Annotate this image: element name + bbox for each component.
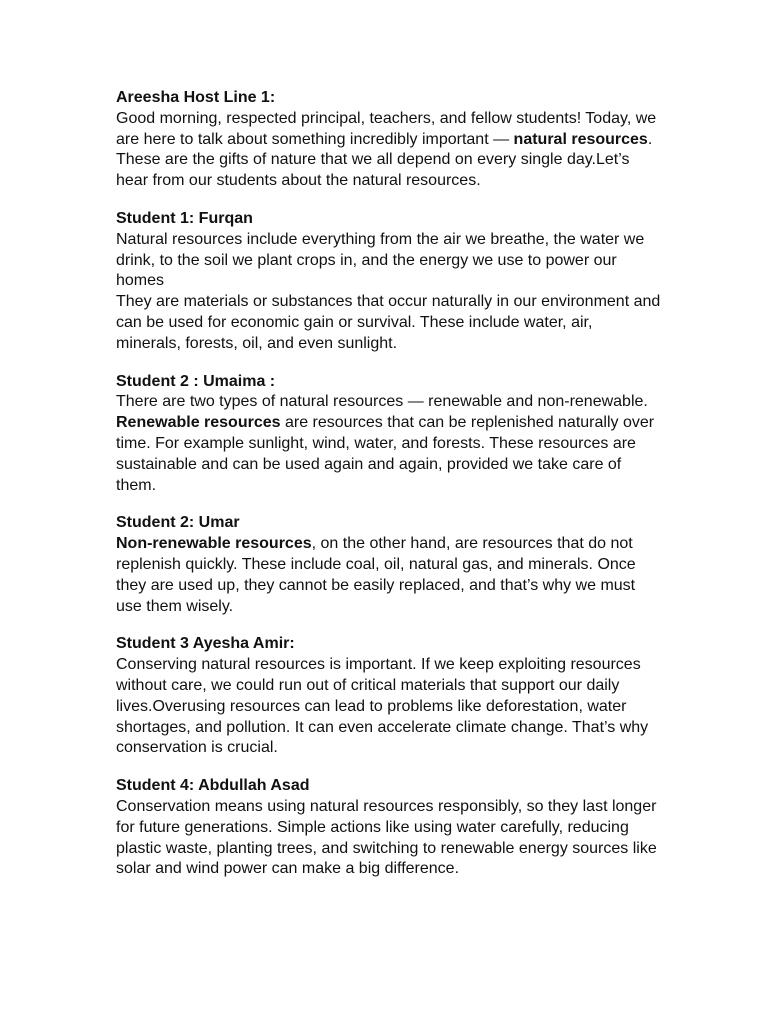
bold-term: natural resources bbox=[513, 130, 648, 148]
section-heading: Student 3 Ayesha Amir: bbox=[116, 635, 295, 653]
bold-term: Renewable resources bbox=[116, 414, 281, 432]
paragraph bbox=[116, 797, 661, 880]
paragraph bbox=[116, 230, 661, 292]
section-heading: Student 2: Umar bbox=[116, 514, 240, 532]
section-heading: Student 1: Furqan bbox=[116, 209, 253, 227]
section-heading: Areesha Host Line 1: bbox=[116, 89, 276, 106]
paragraph-text: Good morning, respected principal, teachers, and fellow students! Today, we are here to talk about something incredibly important — bbox=[116, 109, 657, 148]
paragraph-text: They are materials or substances that occur naturally in our environment and can be used for economic gain or survival. These include water, air, minerals, forests, oil, and even sunlight. bbox=[116, 293, 661, 352]
paragraph bbox=[116, 413, 661, 496]
bold-term: Non-renewable resources bbox=[116, 535, 312, 553]
paragraph bbox=[116, 109, 661, 192]
paragraph bbox=[116, 292, 661, 354]
section-host bbox=[116, 88, 661, 192]
section-student-4 bbox=[116, 776, 661, 880]
paragraph-text: , on the other hand, are resources that do not replenish quickly. These include coal, oil, natural gas, and minerals. Once they are used up, they cannot be easily replaced, and that’s why we must use them wisely. bbox=[116, 535, 636, 615]
section-heading: Student 2 : Umaima : bbox=[116, 372, 276, 390]
paragraph bbox=[116, 534, 661, 617]
section-student-2-umaima bbox=[116, 372, 661, 497]
paragraph-text: There are two types of natural resources — renewable and non-renewable. bbox=[116, 393, 648, 411]
section-heading: Student 4: Abdullah Asad bbox=[116, 777, 310, 795]
section-student-2-umar bbox=[116, 513, 661, 617]
paragraph bbox=[116, 655, 661, 759]
section-student-1 bbox=[116, 209, 661, 355]
section-student-3 bbox=[116, 634, 661, 759]
document-page bbox=[116, 88, 661, 897]
paragraph-text: Conservation means using natural resources responsibly, so they last longer for future generations. Simple actions like using water carefully, reducing plastic waste, planting trees, and switching to renewable energy sources like solar and wind power can make a big difference. bbox=[116, 797, 657, 878]
paragraph bbox=[116, 392, 661, 413]
paragraph-text: Natural resources include everything from the air we breathe, the water we drink, to the soil we plant crops in, and the energy we use to power our homes bbox=[116, 230, 645, 290]
paragraph-text: are resources that can be replenished naturally over time. For example sunlight, wind, water, and forests. These resources are sustainable and can be used again and again, provided we take care of them. bbox=[116, 414, 655, 494]
paragraph-text: . These are the gifts of nature that we all depend on every single day.Let’s hear from our students about the natural resources. bbox=[116, 130, 653, 190]
paragraph-text: Conserving natural resources is important. If we keep exploiting resources without care, we could run out of critical materials that support our daily lives.Overusing resources can lead to problems like deforestation, water shortages, and pollution. It can even accelerate climate change. That’s why conservation is crucial. bbox=[116, 656, 649, 757]
